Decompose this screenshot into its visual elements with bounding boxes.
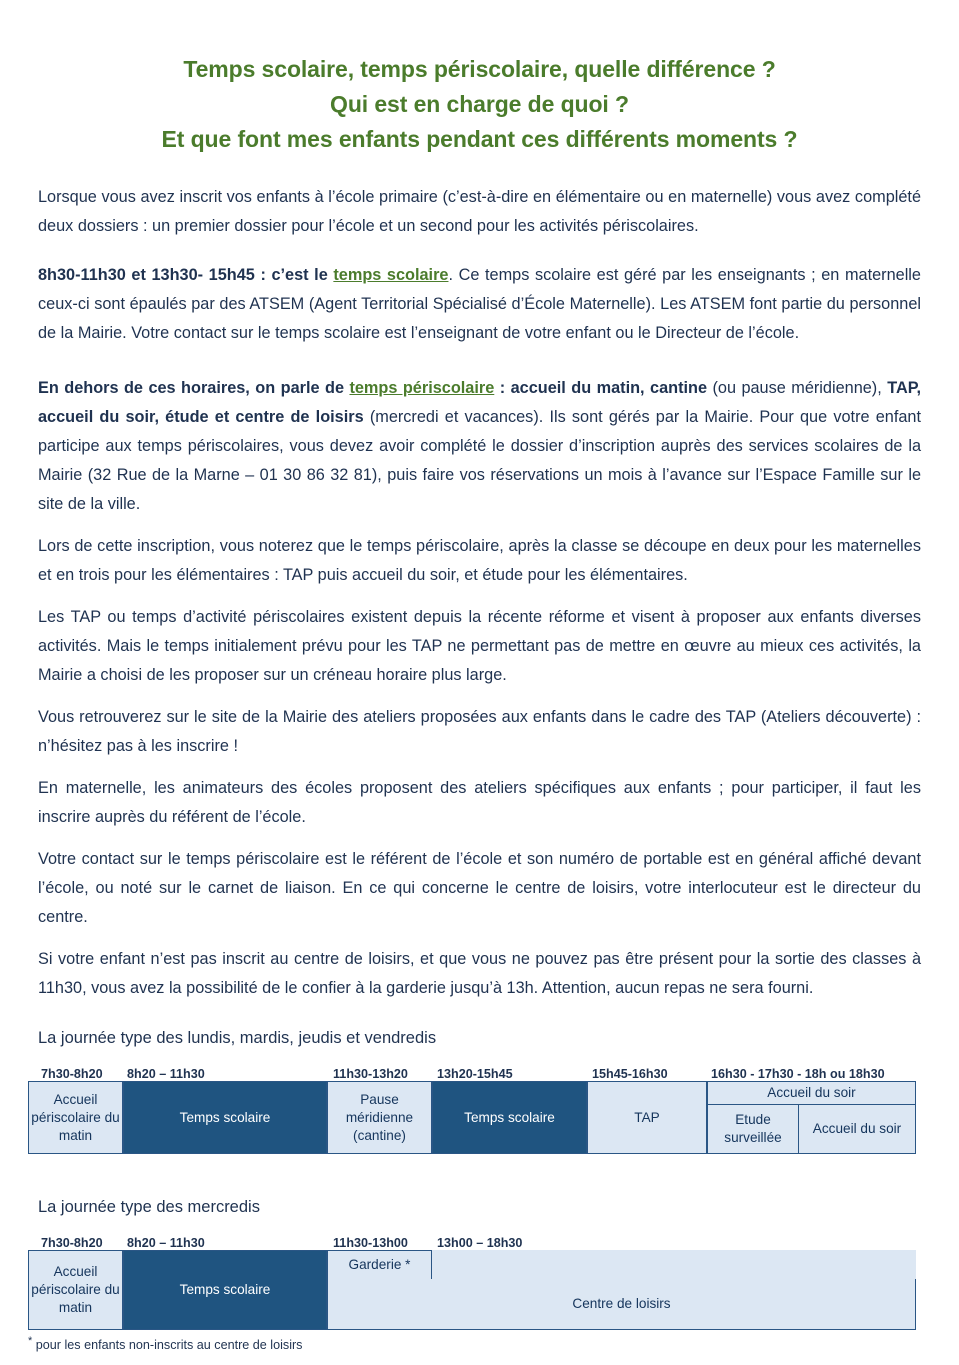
cell-pause-meridienne: Pause méridienne (cantine) xyxy=(327,1081,432,1154)
time-label-5: 16h30 - 17h30 - 18h ou 18h30 xyxy=(711,1067,885,1081)
paragraph-maternelle xyxy=(38,774,921,832)
wed-time-label-1: 8h20 – 11h30 xyxy=(127,1236,205,1250)
wed-cell-temps-scolaire: Temps scolaire xyxy=(123,1250,327,1330)
paragraph-temps-scolaire xyxy=(38,261,921,348)
time-label-3: 13h20-15h45 xyxy=(437,1067,513,1081)
wed-time-label-3: 13h00 – 18h30 xyxy=(437,1236,523,1250)
schedule-footnote xyxy=(0,1330,959,1352)
wed-cell-accueil-matin: Accueil périscolaire du matin xyxy=(28,1250,123,1330)
schedule-weekday-caption: La journée type des lundis, mardis, jeudis et vendredis xyxy=(38,1029,437,1047)
cell-accueil-soir-header: Accueil du soir xyxy=(707,1081,916,1105)
schedule-wednesday-time-row xyxy=(28,1231,914,1250)
title-line-1: Temps scolaire, temps périscolaire, quelle différence ? xyxy=(183,56,776,82)
schedule-wednesday-grid xyxy=(28,1250,914,1330)
paragraph-ateliers xyxy=(38,703,921,761)
document-body xyxy=(0,183,959,1003)
temps-scolaire-body: . Ce temps scolaire est géré par les enseignants ; en maternelle ceux-ci sont épaulés par des ATSEM (Agent Territorial Spécialisé d’École Maternelle). Les ATSEM font partie du personnel de la Mairie. Votre contact sur le temps scolaire est l’enseignant de votre enfant ou le Directeur de l’école. xyxy=(38,266,921,342)
periscolaire-lead: En dehors de ces horaires, on parle de xyxy=(38,379,350,397)
cell-temps-scolaire-apres-midi: Temps scolaire xyxy=(432,1081,587,1154)
schedule-weekday-grid xyxy=(28,1081,914,1154)
periscolaire-list-1: : accueil du matin, cantine xyxy=(494,379,708,397)
wed-time-label-0: 7h30-8h20 xyxy=(41,1236,103,1250)
paragraph-contact-text: Votre contact sur le temps périscolaire est le référent de l’école et son numéro de portable est en général affiché devant l’école, ou noté sur le carnet de liaison. En ce qui concerne le centre de loisirs, votre interlocuteur est le directeur du centre. xyxy=(38,850,921,926)
periscolaire-list-2: TAP, accueil du soir, étude et centre de loisirs xyxy=(38,379,921,426)
schedule-weekday-time-row xyxy=(28,1062,914,1081)
periscolaire-norm-2: (mercredi et vacances). Ils sont gérés par la Mairie. Pour que votre enfant participe aux temps périscolaires, vous devez avoir complété le dossier d’inscription auprès des services scolaires de la Mairie (32 Rue de la Marne – 01 30 86 32 81), puis faire vos réservations un mois à l’avance sur l’Espace Famille sur le site de la ville. xyxy=(38,408,921,513)
paragraph-inscription xyxy=(38,532,921,590)
cell-accueil-soir: Accueil du soir xyxy=(798,1104,916,1154)
time-label-2: 11h30-13h20 xyxy=(333,1067,408,1081)
temps-scolaire-hours: 8h30-11h30 et 13h30- 15h45 : c’est le xyxy=(38,266,334,284)
wed-time-label-2: 11h30-13h00 xyxy=(333,1236,408,1250)
paragraph-tap xyxy=(38,603,921,690)
paragraph-intro xyxy=(38,183,921,241)
wed-cell-centre-loisirs: Centre de loisirs xyxy=(327,1279,916,1330)
paragraph-maternelle-text: En maternelle, les animateurs des écoles proposent des ateliers spécifiques aux enfants ; pour participer, il faut les inscrire auprès du référent de l’école. xyxy=(38,779,921,826)
cell-accueil-matin: Accueil périscolaire du matin xyxy=(28,1081,123,1154)
paragraph-contact xyxy=(38,845,921,932)
time-label-1: 8h20 – 11h30 xyxy=(127,1067,205,1081)
temps-periscolaire-link[interactable]: temps périscolaire xyxy=(349,379,495,397)
time-label-4: 15h45-16h30 xyxy=(592,1067,668,1081)
paragraph-inscription-text: Lors de cette inscription, vous noterez que le temps périscolaire, après la classe se découpe en deux pour les maternelles et en trois pour les élémentaires : TAP puis accueil du soir, et étude pour les élémentaires. xyxy=(38,537,921,584)
cell-temps-scolaire-matin: Temps scolaire xyxy=(123,1081,327,1154)
schedule-wednesday-caption: La journée type des mercredis xyxy=(38,1198,260,1216)
footnote-star: * xyxy=(28,1335,33,1347)
temps-scolaire-link[interactable]: temps scolaire xyxy=(333,266,449,284)
paragraph-ateliers-text: Vous retrouverez sur le site de la Mairie des ateliers proposées aux enfants dans le cadre des TAP (Ateliers découverte) : n’hésitez pas à les inscrire ! xyxy=(38,708,921,755)
paragraph-temps-periscolaire xyxy=(38,374,921,519)
paragraph-garderie xyxy=(38,945,921,1003)
schedule-wednesday xyxy=(0,1231,959,1330)
cell-etude-surveillee: Etude surveillée xyxy=(707,1104,799,1154)
title-line-3: Et que font mes enfants pendant ces différents moments ? xyxy=(161,126,798,152)
page-title xyxy=(0,0,959,157)
paragraph-tap-text: Les TAP ou temps d’activité périscolaires existent depuis la récente réforme et visent à proposer aux enfants diverses activités. Mais le temps initialement prévu pour les TAP ne permettant pas de mettre en œuvre au mieux ces activités, la Mairie a choisi de les proposer sur un créneau horaire plus large. xyxy=(38,608,921,684)
footnote-text: pour les enfants non-inscrits au centre de loisirs xyxy=(32,1338,303,1353)
schedule-weekday xyxy=(0,1062,959,1154)
title-line-2: Qui est en charge de quoi ? xyxy=(330,91,629,117)
time-label-0: 7h30-8h20 xyxy=(41,1067,103,1081)
periscolaire-norm-1: (ou pause méridienne), xyxy=(707,379,888,397)
wed-cell-garderie: Garderie * xyxy=(327,1250,432,1280)
paragraph-intro-text: Lorsque vous avez inscrit vos enfants à l’école primaire (c’est-à-dire en élémentaire ou en maternelle) vous avez complété deux dossiers : un premier dossier pour l’école et un second pour les activités périscolaires. xyxy=(38,188,921,235)
paragraph-garderie-text: Si votre enfant n’est pas inscrit au centre de loisirs, et que vous ne pouvez pas être présent pour la sortie des classes à 11h30, vous avez la possibilité de le confier à la garderie jusqu’à 13h. Attention, aucun repas ne sera fourni. xyxy=(38,950,921,997)
wed-cell-spacer xyxy=(432,1250,916,1280)
cell-tap: TAP xyxy=(587,1081,707,1154)
